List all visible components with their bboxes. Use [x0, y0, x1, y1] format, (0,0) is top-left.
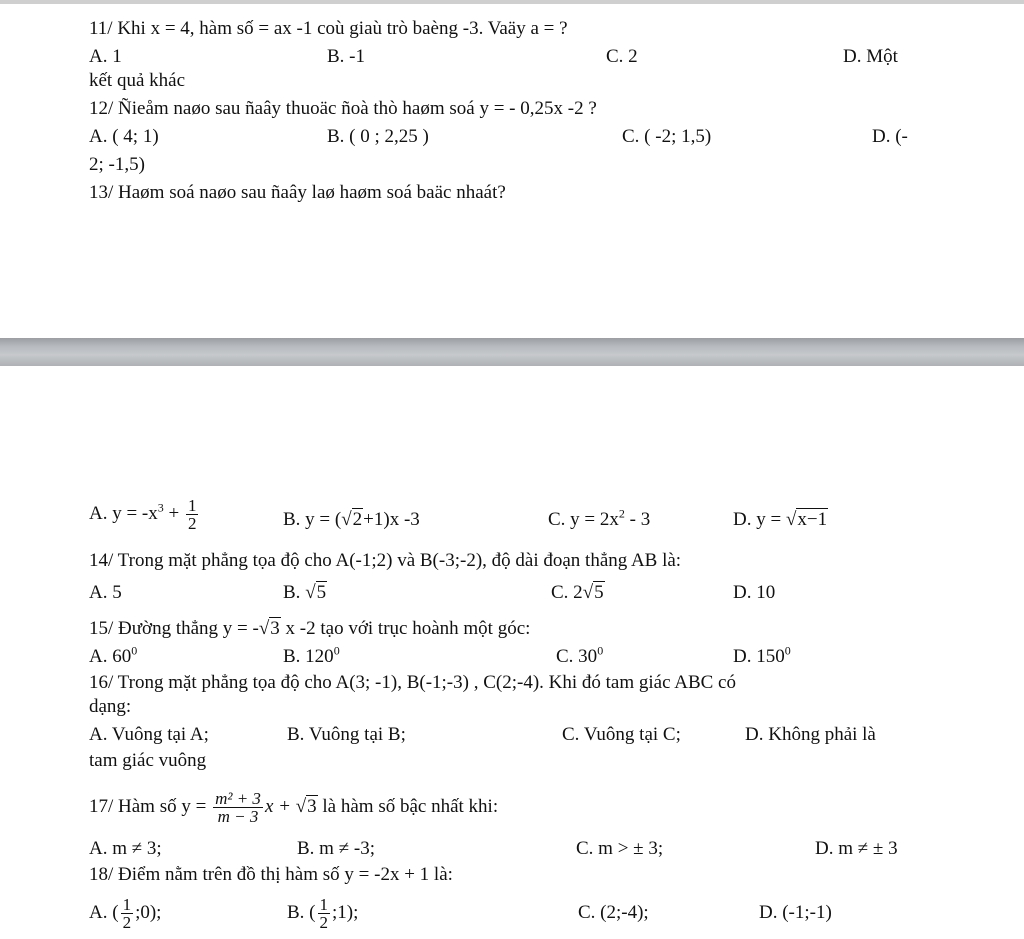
q11-option-c: C. 2: [606, 46, 638, 67]
q16-option-d: D. Không phải là: [745, 724, 876, 745]
q14-option-a: A. 5: [89, 582, 122, 603]
q16-option-a: A. Vuông tại A;: [89, 724, 209, 745]
q13-option-c: C. $y = 2x^2 - 3$: [548, 506, 651, 530]
q18-option-c: C. (2;-4);: [578, 902, 649, 923]
q12-option-d: D. (-: [872, 126, 908, 147]
document-page-bottom: [0, 366, 1024, 939]
q16-option-c: C. Vuông tại C;: [562, 724, 681, 745]
q11-option-d-cont: kết quả khác: [89, 70, 186, 91]
q15-option-a: A. $60^0$: [89, 643, 138, 667]
q17-option-b: B. m ≠ -3;: [297, 838, 375, 859]
question-15: 15/ Đường thẳng y = -√3 x -2 tạo với trục hoành một góc:: [89, 618, 531, 639]
question-13: 13/ Haøm soá naøo sau ñaây laø haøm soá baäc nhaát?: [89, 182, 506, 203]
document-page-top: [0, 0, 1024, 342]
q16-option-d-cont: tam giác vuông: [89, 750, 207, 771]
q17-option-a: A. m ≠ 3;: [89, 838, 162, 859]
q18-option-a: A. ( $\frac{1}{2}$ ;0);: [89, 895, 162, 933]
q18-option-b: B. ( $\frac{1}{2}$ ;1);: [287, 895, 359, 933]
q15-option-d: D. $150^0$: [733, 643, 791, 667]
q18-option-d: D. (-1;-1): [759, 902, 832, 923]
q14-option-c: C. 2√5: [551, 582, 604, 603]
q15-option-c: C. $30^0$: [556, 643, 604, 667]
q12-option-b: B. ( 0 ; 2,25 ): [327, 126, 429, 147]
question-12: 12/ Ñieåm naøo sau ñaây thuoäc ñoà thò haøm soá y = - 0,25x -2 ?: [89, 98, 597, 119]
q13-option-d: D. y = √x−1: [733, 509, 828, 530]
q11-option-d: D. Một: [843, 46, 898, 67]
question-17: 17/ Hàm số y = $\frac{\text{m² + 3}}{m - 3}$ x + √3 là hàm số bậc nhất khi:: [89, 789, 499, 827]
q11-option-a: A. 1: [89, 46, 122, 67]
q12-option-d-cont: 2; -1,5): [89, 154, 145, 175]
q12-option-a: A. ( 4; 1): [89, 126, 159, 147]
q17-option-d: D. m ≠ ± 3: [815, 838, 898, 859]
q17-option-c: C. m > ± 3;: [576, 838, 664, 859]
q14-option-b: B. √5: [283, 582, 327, 603]
question-16-cont: dạng:: [89, 696, 132, 717]
q16-option-b: B. Vuông tại B;: [287, 724, 406, 745]
q13-option-a: A. $y = -x^3$ + $\frac{1}{2}$: [89, 496, 197, 533]
question-11: 11/ Khi x = 4, hàm số = ax -1 coù giaù trò baèng -3. Vaäy a = ?: [89, 18, 568, 39]
q14-option-d: D. 10: [733, 582, 776, 603]
question-14: 14/ Trong mặt phẳng tọa độ cho A(-1;2) và B(-3;-2), độ dài đoạn thẳng AB là:: [89, 550, 682, 571]
question-16: 16/ Trong mặt phẳng tọa độ cho A(3; -1), B(-1;-3) , C(2;-4). Khi đó tam giác ABC có: [89, 672, 736, 693]
q11-option-b: B. -1: [327, 46, 365, 67]
q12-option-c: C. ( -2; 1,5): [622, 126, 712, 147]
q13-option-b: B. y = (√2+1)x -3: [283, 509, 420, 530]
page-break-gap: [0, 338, 1024, 366]
question-18: 18/ Điểm nằm trên đồ thị hàm số y = -2x + 1 là:: [89, 864, 453, 885]
q15-option-b: B. $120^0$: [283, 643, 340, 667]
